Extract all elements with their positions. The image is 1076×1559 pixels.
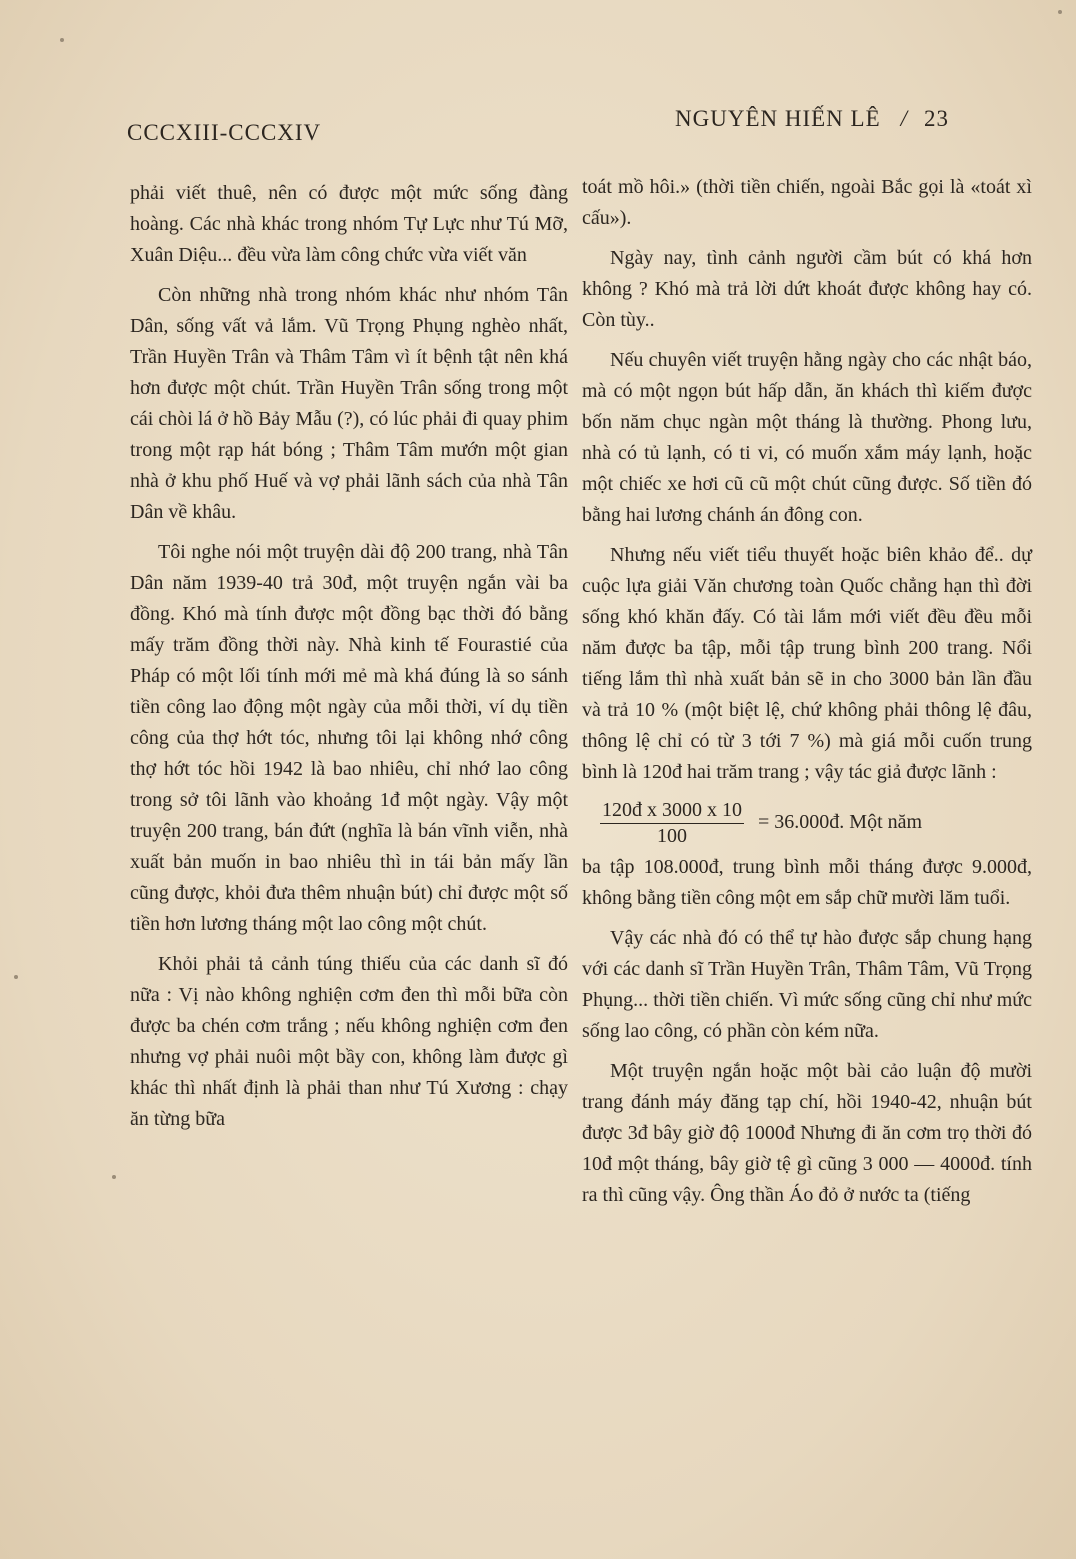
paragraph: Tôi nghe nói một truyện dài độ 200 trang, nhà Tân Dân năm 1939-40 trả 30đ, một truyện ngắn vài ba đồng. Khó mà tính được một đồng bạc thời đó bằng mấy trăm đồng thời này. Nhà kinh tế Fourastié của Pháp có một lối tính mới mẻ mà khá đúng là so sánh tiền công lao động một ngày của mỗi thời, ví dụ tiền công của thợ hớt tóc, nhưng tôi lại không nhớ công thợ hớt tóc hồi 1942 là bao nhiêu, chỉ nhớ lao công trong sở tôi lãnh vào khoảng 1đ một ngày. Vậy một truyện 200 trang, bán đứt (nghĩa là bán vĩnh viễn, nhà xuất bản muốn in bao nhiêu thì in tái bản mấy lần cũng được, khỏi đưa thêm nhuận bút) chỉ được một số tiền hơn lương tháng một lao công một chút. (130, 541, 568, 935)
paragraph: ba tập 108.000đ, trung bình mỗi tháng được 9.000đ, không bằng tiền công một em sắp chữ mười lăm tuổi. (582, 856, 1032, 909)
right-column (582, 172, 1032, 1220)
royalty-formula (600, 797, 1032, 848)
paper-speck (14, 975, 18, 979)
paragraph: Một truyện ngắn hoặc một bài cảo luận độ mười trang đánh máy đăng tạp chí, hồi 1940-42, nhuận bút được 3đ bây giờ độ 1000đ Nhưng đi ăn cơm trọ thời đó 10đ một tháng, bây giờ tệ gì cũng 3 000 — 4000đ. tính ra thì cũng vậy. Ông thần Áo đỏ ở nước ta (tiếng (582, 1060, 1032, 1206)
paper-speck (112, 1175, 116, 1179)
paragraph: Khỏi phải tả cảnh túng thiếu của các danh sĩ đó nữa : Vị nào không nghiện cơm đen thì mỗi bữa còn được ba chén cơm trắng ; nếu không nghiện cơm đen nhưng vợ phải nuôi một bầy con, không làm được gì khác thì nhất định là phải than như Tú Xương : chạy ăn từng bữa (130, 953, 568, 1130)
page-number: 23 (924, 106, 950, 131)
author-name: NGUYÊN HIẾN LÊ (675, 106, 881, 131)
paragraph: Nhưng nếu viết tiểu thuyết hoặc biên khảo để.. dự cuộc lựa giải Văn chương toàn Quốc chẳng hạn thì đời sống khó khăn đấy. Có tài lắm mới viết đều đều mỗi năm được ba tập, mỗi tập trung bình 200 trang. Nổi tiếng lắm thì nhà xuất bản sẽ in cho 3000 bản lần đầu và trả 10 % (một biệt lệ, chứ không phải thông lệ đâu, thông lệ chỉ có từ 3 tới 7 %) mà giá mỗi cuốn trung bình là 120đ hai trăm trang ; vậy tác giả được lãnh : (582, 544, 1032, 783)
paper-speck (60, 38, 64, 42)
paragraph: phải viết thuê, nên có được một mức sống đàng hoàng. Các nhà khác trong nhóm Tự Lực như Tú Mỡ, Xuân Diệu... đều vừa làm công chức vừa viết văn (130, 182, 568, 266)
fraction (600, 797, 744, 848)
left-column (130, 178, 568, 1144)
paper-speck (1058, 10, 1062, 14)
paragraph: Vậy các nhà đó có thể tự hào được sắp chung hạng với các danh sĩ Trần Huyền Trân, Thâm Tâm, Vũ Trọng Phụng... thời tiền chiến. Vì mức sống cũng chỉ như mức sống lao công, có phần còn kém nữa. (582, 927, 1032, 1042)
fraction-numerator: 120đ x 3000 x 10 (600, 797, 744, 824)
running-header-right (675, 106, 949, 132)
paragraph: Ngày nay, tình cảnh người cầm bút có khá hơn không ? Khó mà trả lời dứt khoát được không hay có. Còn tùy.. (582, 247, 1032, 331)
paragraph: toát mồ hôi.» (thời tiền chiến, ngoài Bắc gọi là «toát xì cấu»). (582, 176, 1032, 229)
fraction-denominator: 100 (657, 825, 687, 847)
running-header-left: CCCXIII-CCCXIV (127, 120, 322, 145)
paragraph: Còn những nhà trong nhóm khác như nhóm Tân Dân, sống vất vả lắm. Vũ Trọng Phụng nghèo nhất, Trần Huyền Trân và Thâm Tâm vì ít bệnh tật nên khá hơn được một chút. Trần Huyền Trân sống trong một cái chòi lá ở hồ Bảy Mẫu (?), có lúc phải đi quay phim trong một rạp hát bóng ; Thâm Tâm mướn một gian nhà ở khu phố Huế và vợ phải lãnh sách của nhà Tân Dân về khâu. (130, 284, 568, 523)
formula-result: = 36.000đ. Một năm (758, 811, 923, 833)
header-separator: / (900, 106, 909, 131)
paragraph: Nếu chuyên viết truyện hằng ngày cho các nhật báo, mà có một ngọn bút hấp dẫn, ăn khách thì kiếm được bốn năm chục ngàn một tháng là thường. Phong lưu, nhà có tủ lạnh, có ti vi, có muốn xắm máy lạnh, hoặc một chiếc xe hơi cũ cũ một chút cũng được. Số tiền đó bằng hai lương chánh án đông con. (582, 349, 1032, 526)
